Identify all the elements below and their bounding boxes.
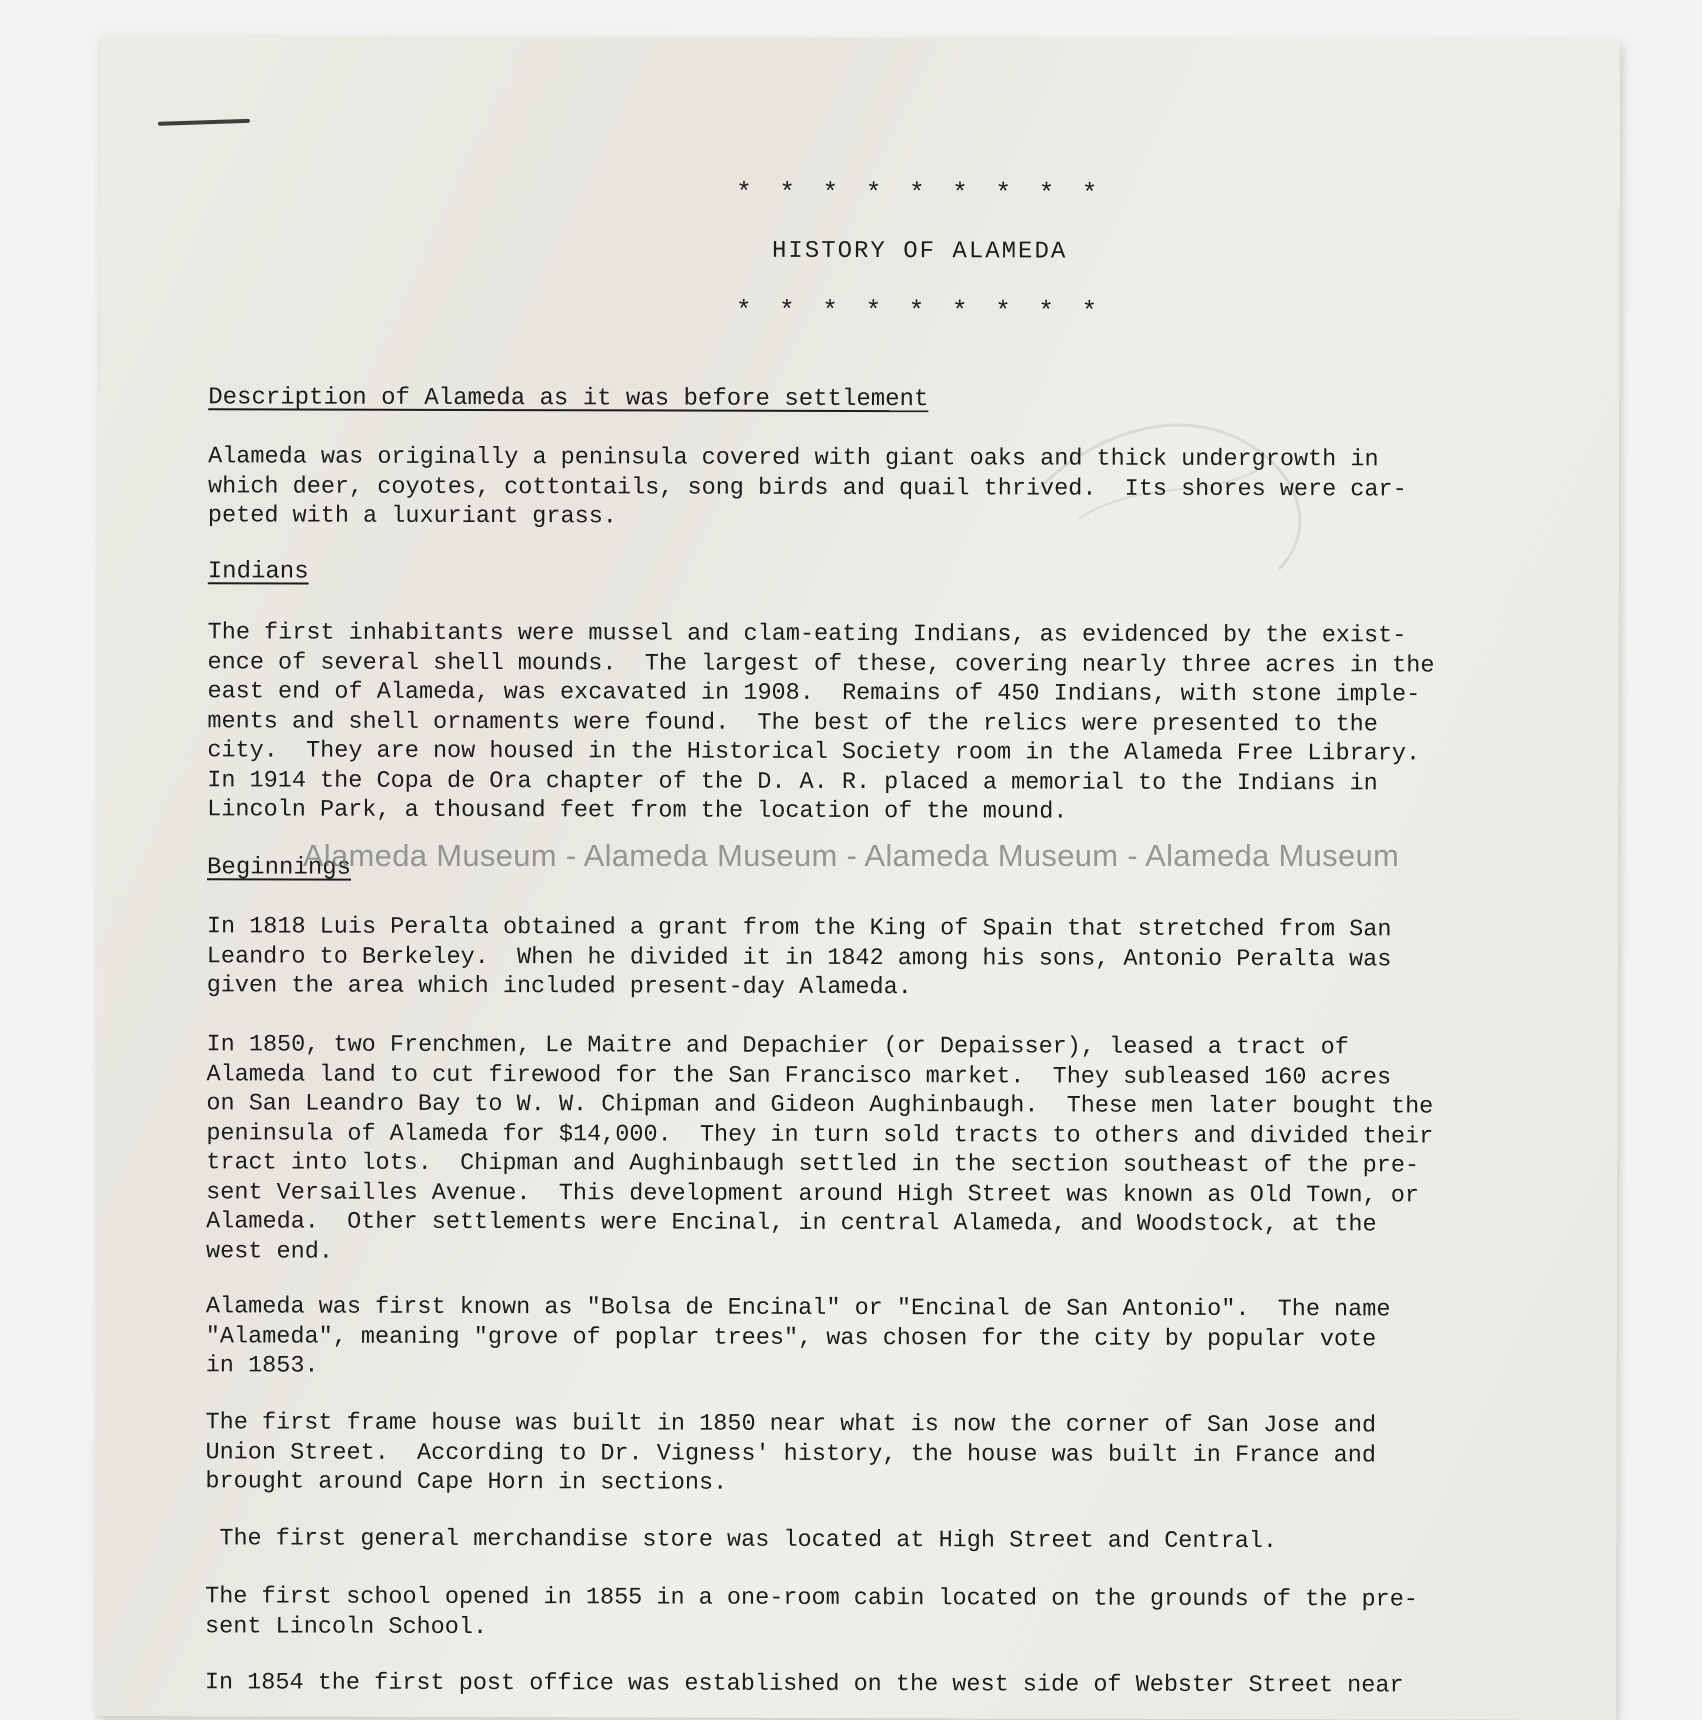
document-page: [96, 36, 1620, 1720]
staple: [158, 119, 250, 126]
watermark-text: Alameda Museum - Alameda Museum - Alameda Museum - Alameda Museum: [302, 838, 1400, 873]
paragraph: In 1850, two Frenchmen, Le Maitre and Depachier (or Depaisser), leased a tract of Alameda land to cut firewood for the San Francisco market. They subleased 160 acres on San Leandro Bay to W. W. Chipman and Gideon Aughinbaugh. These men later bought the peninsula of Alameda for $14,000. They in turn sold tracts to others and divided their tract into lots. Chipman and Aughinbaugh settled in the section southeast of the pre- sent Versailles Avenue. This development around High Street was known as Old Town, or Alameda. Other settlements were Encinal, in central Alameda, and Woodstock, at the west end.: [205, 1031, 1434, 1266]
paragraph: In 1854 the first post office was established on the west side of Webster Street near: [204, 1669, 1404, 1700]
stars-divider-top: * * * * * * * * *: [736, 177, 1104, 209]
paragraph: The first general merchandise store was located at High Street and Central.: [205, 1525, 1278, 1556]
section-heading-indians: Indians: [207, 558, 309, 586]
section-heading-description: Description of Alameda as it was before settlement: [208, 384, 929, 414]
paragraph: In 1818 Luis Peralta obtained a grant from the King of Spain that stretched from San Leandro to Berkeley. When he divided it in 1842 among his sons, Antonio Peralta was given the area which included present-day Alameda.: [206, 913, 1392, 1002]
stars-divider-bottom: * * * * * * * * *: [735, 295, 1104, 327]
paragraph: Alameda was first known as "Bolsa de Encinal" or "Encinal de San Antonio". The name "Alameda", meaning "grove of poplar trees", was chosen for the city by popular vote in 1853.: [205, 1293, 1391, 1380]
paragraph: Alameda was originally a peninsula covered with giant oaks and thick undergrowth in which deer, coyotes, cottontails, song birds and quail thrived. Its shores were car- peted with a luxuriant grass.: [207, 443, 1407, 531]
page-title: HISTORY OF ALAMEDA: [771, 237, 1068, 266]
paragraph: The first school opened in 1855 in a one-room cabin located on the grounds of the pre- sent Lincoln School.: [205, 1583, 1418, 1641]
section-heading-beginnings: Beginnings: [206, 854, 352, 882]
paragraph: The first frame house was built in 1850 near what is now the corner of San Jose and Union Street. According to Dr. Vigness' history, the house was built in France and brought around Cape Horn in sections.: [205, 1409, 1377, 1497]
paragraph: The first inhabitants were mussel and clam-eating Indians, as evidenced by the exist- ence of several shell mounds. The largest of these, covering nearly three acres in the east end of Alameda, was excavated in 1908. Remains of 450 Indians, with stone imple- ments and shell ornaments were found. The best of the relics were presented to the city. They are now housed in the Historical Society room in the Alameda Free Library. In 1914 the Copa de Ora chapter of the D. A. R. placed a memorial to the Indians in Lincoln Park, a thousand feet from the location of the mound.: [207, 619, 1435, 826]
